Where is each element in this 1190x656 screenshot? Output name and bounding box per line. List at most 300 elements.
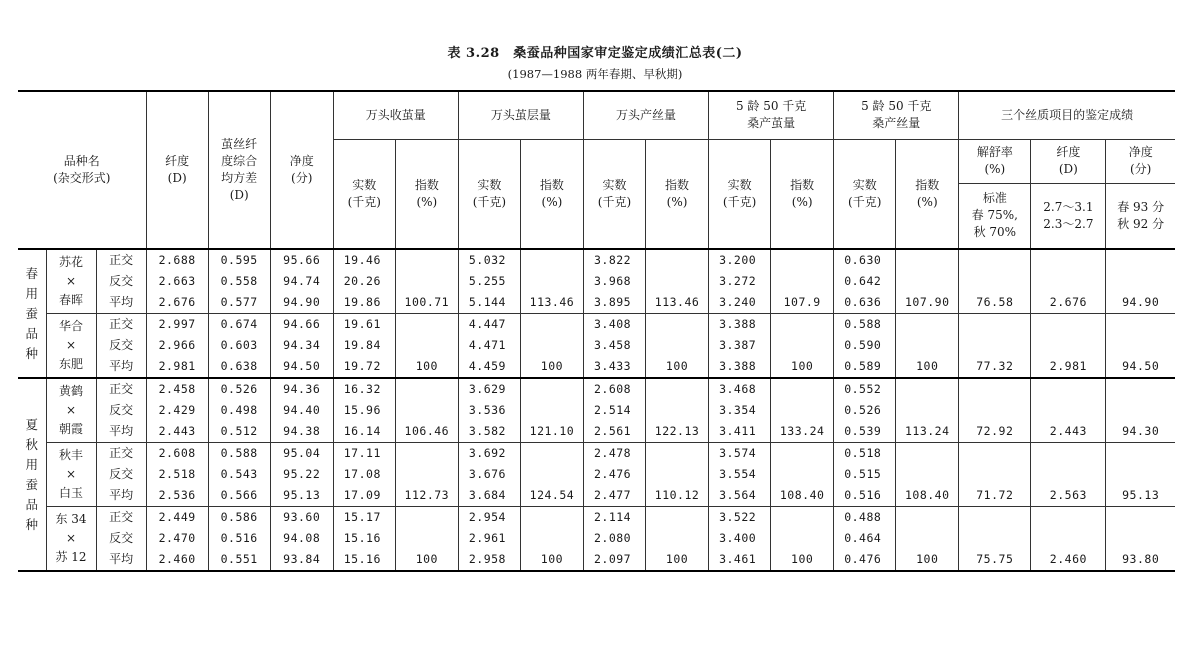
data-cell <box>1106 249 1175 271</box>
data-cell <box>959 528 1031 549</box>
data-cell <box>646 507 709 529</box>
data-cell: 2.966 <box>146 335 208 356</box>
data-cell: 0.488 <box>834 507 896 529</box>
data-cell: 2.688 <box>146 249 208 271</box>
cross-type: 平均 <box>96 549 146 571</box>
data-cell: 0.526 <box>208 378 270 400</box>
data-cell: 0.526 <box>834 400 896 421</box>
data-cell: 0.516 <box>208 528 270 549</box>
standard-neatness: 春 93 分 秋 92 分 <box>1106 183 1175 249</box>
header-index: 指数 (%) <box>395 139 458 249</box>
data-cell <box>646 335 709 356</box>
data-cell: 4.447 <box>458 314 520 336</box>
header-reel-rate: 解舒率 (%) <box>959 139 1031 183</box>
data-cell: 95.66 <box>270 249 333 271</box>
data-cell: 95.22 <box>270 464 333 485</box>
variety-name: 华合 × 东肥 <box>46 314 96 379</box>
data-cell: 0.558 <box>208 271 270 292</box>
data-cell: 110.12 <box>646 485 709 507</box>
data-cell: 16.32 <box>333 378 395 400</box>
data-cell <box>646 400 709 421</box>
data-cell: 16.14 <box>333 421 395 443</box>
table-row <box>18 292 1175 314</box>
data-cell: 71.72 <box>959 485 1031 507</box>
data-cell: 2.458 <box>146 378 208 400</box>
data-cell: 2.476 <box>583 464 645 485</box>
cross-type: 正交 <box>96 378 146 400</box>
data-cell <box>959 314 1031 336</box>
data-cell: 17.08 <box>333 464 395 485</box>
data-cell: 2.477 <box>583 485 645 507</box>
table-row <box>18 464 1175 485</box>
table-row <box>18 507 1175 529</box>
data-cell <box>395 314 458 336</box>
cross-type: 反交 <box>96 335 146 356</box>
header-actual: 实数 (千克) <box>834 139 896 249</box>
data-cell: 94.38 <box>270 421 333 443</box>
cross-type: 正交 <box>96 314 146 336</box>
data-cell: 0.589 <box>834 356 896 378</box>
data-cell <box>520 464 583 485</box>
data-cell <box>1106 528 1175 549</box>
variety-name: 黄鹤 × 朝霞 <box>46 378 96 443</box>
data-cell: 19.84 <box>333 335 395 356</box>
table-header <box>18 91 1175 249</box>
data-cell <box>520 443 583 465</box>
data-cell: 124.54 <box>520 485 583 507</box>
data-cell: 2.518 <box>146 464 208 485</box>
data-cell <box>771 400 834 421</box>
data-cell: 100.71 <box>395 292 458 314</box>
data-cell: 2.470 <box>146 528 208 549</box>
data-cell: 2.080 <box>583 528 645 549</box>
data-cell: 106.46 <box>395 421 458 443</box>
header-neatness: 净度 (分) <box>270 91 333 249</box>
data-cell: 93.80 <box>1106 549 1175 571</box>
data-cell: 94.08 <box>270 528 333 549</box>
data-cell: 2.608 <box>146 443 208 465</box>
data-cell: 112.73 <box>395 485 458 507</box>
data-cell <box>771 443 834 465</box>
data-cell: 3.354 <box>709 400 771 421</box>
data-cell: 20.26 <box>333 271 395 292</box>
data-cell <box>896 314 959 336</box>
data-cell: 94.90 <box>1106 292 1175 314</box>
data-cell: 0.588 <box>208 443 270 465</box>
data-cell <box>646 249 709 271</box>
data-cell: 100 <box>896 549 959 571</box>
data-cell: 94.90 <box>270 292 333 314</box>
data-cell: 3.408 <box>583 314 645 336</box>
appraisal-table <box>18 90 1175 572</box>
data-cell: 0.512 <box>208 421 270 443</box>
data-cell: 113.46 <box>646 292 709 314</box>
data-cell: 133.24 <box>771 421 834 443</box>
standard-fineness: 2.7～3.1 2.3～2.7 <box>1031 183 1106 249</box>
data-cell: 3.461 <box>709 549 771 571</box>
cross-type: 平均 <box>96 356 146 378</box>
cross-type: 反交 <box>96 528 146 549</box>
data-cell: 100 <box>395 549 458 571</box>
data-cell <box>771 249 834 271</box>
data-cell: 0.595 <box>208 249 270 271</box>
data-cell: 100 <box>395 356 458 378</box>
data-cell: 0.603 <box>208 335 270 356</box>
data-cell <box>896 335 959 356</box>
data-cell <box>646 443 709 465</box>
data-cell: 2.997 <box>146 314 208 336</box>
data-cell <box>1031 335 1106 356</box>
data-cell: 100 <box>520 549 583 571</box>
data-cell: 3.684 <box>458 485 520 507</box>
table-row <box>18 335 1175 356</box>
data-cell: 3.200 <box>709 249 771 271</box>
season-label: 夏 秋 用 蚕 品 种 <box>18 378 46 571</box>
data-cell: 2.478 <box>583 443 645 465</box>
data-cell: 2.981 <box>1031 356 1106 378</box>
header-group-cocoon-yield: 万头收茧量 <box>333 91 458 139</box>
data-cell <box>959 335 1031 356</box>
data-cell: 0.590 <box>834 335 896 356</box>
data-cell: 4.459 <box>458 356 520 378</box>
data-cell <box>395 464 458 485</box>
table-subtitle: (1987—1988 两年春期、早秋期) <box>507 67 683 81</box>
data-cell <box>395 443 458 465</box>
data-cell: 94.74 <box>270 271 333 292</box>
data-cell: 100 <box>520 356 583 378</box>
data-cell <box>646 528 709 549</box>
data-cell: 3.629 <box>458 378 520 400</box>
cross-type: 平均 <box>96 421 146 443</box>
data-cell: 2.676 <box>1031 292 1106 314</box>
variety-name: 秋丰 × 白玉 <box>46 443 96 507</box>
table-row <box>18 485 1175 507</box>
data-cell: 0.464 <box>834 528 896 549</box>
data-cell: 94.36 <box>270 378 333 400</box>
data-cell <box>1106 378 1175 400</box>
data-cell: 75.75 <box>959 549 1031 571</box>
data-cell <box>1106 464 1175 485</box>
data-cell <box>959 271 1031 292</box>
data-cell: 95.13 <box>270 485 333 507</box>
data-cell: 15.17 <box>333 507 395 529</box>
cross-type: 正交 <box>96 507 146 529</box>
header-index: 指数 (%) <box>771 139 834 249</box>
data-cell: 2.443 <box>1031 421 1106 443</box>
header-group-leaf-cocoon: 5 龄 50 千克 桑产茧量 <box>709 91 834 139</box>
data-cell: 2.449 <box>146 507 208 529</box>
cross-type: 正交 <box>96 249 146 271</box>
data-cell: 19.72 <box>333 356 395 378</box>
data-cell: 2.460 <box>146 549 208 571</box>
data-cell: 2.114 <box>583 507 645 529</box>
data-cell <box>395 271 458 292</box>
cross-type: 平均 <box>96 292 146 314</box>
data-cell <box>1031 464 1106 485</box>
data-cell: 94.50 <box>1106 356 1175 378</box>
data-cell <box>959 249 1031 271</box>
data-cell <box>1031 271 1106 292</box>
table-row <box>18 421 1175 443</box>
header-index: 指数 (%) <box>646 139 709 249</box>
data-cell: 3.895 <box>583 292 645 314</box>
table-title: 表 3.28 桑蚕品种国家审定鉴定成绩汇总表(二) <box>447 46 743 61</box>
data-cell: 19.61 <box>333 314 395 336</box>
data-cell <box>520 335 583 356</box>
data-cell: 95.13 <box>1106 485 1175 507</box>
data-cell <box>1031 378 1106 400</box>
data-cell: 2.981 <box>146 356 208 378</box>
variety-name: 苏花 × 春晖 <box>46 249 96 314</box>
data-cell <box>395 528 458 549</box>
data-cell <box>520 507 583 529</box>
header-actual: 实数 (千克) <box>583 139 645 249</box>
data-cell: 0.586 <box>208 507 270 529</box>
data-cell <box>395 249 458 271</box>
table-row <box>18 528 1175 549</box>
header-actual: 实数 (千克) <box>458 139 520 249</box>
data-cell: 0.630 <box>834 249 896 271</box>
data-cell: 113.46 <box>520 292 583 314</box>
data-cell: 3.692 <box>458 443 520 465</box>
data-cell <box>771 314 834 336</box>
data-cell: 108.40 <box>896 485 959 507</box>
data-cell <box>395 378 458 400</box>
data-cell: 0.588 <box>834 314 896 336</box>
data-cell: 19.86 <box>333 292 395 314</box>
data-cell <box>395 507 458 529</box>
header-actual: 实数 (千克) <box>333 139 395 249</box>
data-cell <box>896 400 959 421</box>
data-cell: 100 <box>896 356 959 378</box>
data-cell: 2.429 <box>146 400 208 421</box>
data-cell: 17.09 <box>333 485 395 507</box>
data-cell: 3.388 <box>709 314 771 336</box>
data-cell: 0.577 <box>208 292 270 314</box>
table-row <box>18 314 1175 336</box>
data-cell: 94.40 <box>270 400 333 421</box>
data-cell <box>520 378 583 400</box>
data-cell: 2.663 <box>146 271 208 292</box>
variety-name: 东 34 × 苏 12 <box>46 507 96 572</box>
table-row <box>18 400 1175 421</box>
data-cell <box>1106 314 1175 336</box>
data-cell: 107.9 <box>771 292 834 314</box>
data-cell <box>520 400 583 421</box>
data-cell <box>959 443 1031 465</box>
cross-type: 平均 <box>96 485 146 507</box>
data-cell: 3.968 <box>583 271 645 292</box>
table-row <box>18 356 1175 378</box>
data-cell: 94.50 <box>270 356 333 378</box>
header-variety: 品种名 (杂交形式) <box>18 91 146 249</box>
data-cell: 108.40 <box>771 485 834 507</box>
data-cell: 3.458 <box>583 335 645 356</box>
data-cell: 2.954 <box>458 507 520 529</box>
data-cell: 0.552 <box>834 378 896 400</box>
header-index: 指数 (%) <box>520 139 583 249</box>
data-cell <box>520 314 583 336</box>
data-cell <box>771 507 834 529</box>
data-cell: 100 <box>771 549 834 571</box>
data-cell: 3.564 <box>709 485 771 507</box>
data-cell: 15.96 <box>333 400 395 421</box>
data-cell: 19.46 <box>333 249 395 271</box>
season-label: 春 用 蚕 品 种 <box>18 249 46 378</box>
data-cell: 3.272 <box>709 271 771 292</box>
data-cell <box>771 335 834 356</box>
data-cell: 2.676 <box>146 292 208 314</box>
data-cell: 0.476 <box>834 549 896 571</box>
data-cell <box>896 443 959 465</box>
data-cell <box>771 464 834 485</box>
data-cell: 0.543 <box>208 464 270 485</box>
header-group-shell-yield: 万头茧层量 <box>458 91 583 139</box>
data-cell <box>959 378 1031 400</box>
data-cell <box>1106 335 1175 356</box>
data-cell <box>520 528 583 549</box>
data-cell: 2.536 <box>146 485 208 507</box>
header-index: 指数 (%) <box>896 139 959 249</box>
data-cell: 2.097 <box>583 549 645 571</box>
data-cell: 3.554 <box>709 464 771 485</box>
data-cell: 0.515 <box>834 464 896 485</box>
data-cell <box>1031 507 1106 529</box>
data-cell <box>896 271 959 292</box>
cross-type: 反交 <box>96 464 146 485</box>
table-row <box>18 549 1175 571</box>
data-cell: 94.30 <box>1106 421 1175 443</box>
data-cell <box>520 249 583 271</box>
table-row <box>18 378 1175 400</box>
data-cell: 3.582 <box>458 421 520 443</box>
data-cell: 3.522 <box>709 507 771 529</box>
data-cell <box>896 464 959 485</box>
data-cell: 0.642 <box>834 271 896 292</box>
data-cell <box>1031 249 1106 271</box>
data-cell <box>959 400 1031 421</box>
header-fineness: 纤度 (D) <box>146 91 208 249</box>
data-cell <box>1031 314 1106 336</box>
data-cell: 3.387 <box>709 335 771 356</box>
data-cell: 94.66 <box>270 314 333 336</box>
data-cell: 3.388 <box>709 356 771 378</box>
data-cell: 0.498 <box>208 400 270 421</box>
data-cell: 2.961 <box>458 528 520 549</box>
cross-type: 反交 <box>96 271 146 292</box>
data-cell <box>1106 507 1175 529</box>
data-cell <box>1106 443 1175 465</box>
data-cell: 2.460 <box>1031 549 1106 571</box>
data-cell: 2.563 <box>1031 485 1106 507</box>
data-cell: 5.144 <box>458 292 520 314</box>
data-cell: 3.411 <box>709 421 771 443</box>
header-cocoon-variance: 茧丝纤 度综合 均方差 (D) <box>208 91 270 249</box>
data-cell: 0.636 <box>834 292 896 314</box>
data-cell: 3.468 <box>709 378 771 400</box>
data-cell: 2.514 <box>583 400 645 421</box>
data-cell <box>771 271 834 292</box>
data-cell: 0.516 <box>834 485 896 507</box>
data-cell: 93.84 <box>270 549 333 571</box>
data-cell: 5.255 <box>458 271 520 292</box>
data-cell <box>646 314 709 336</box>
header-group-leaf-silk: 5 龄 50 千克 桑产丝量 <box>834 91 959 139</box>
data-cell: 0.551 <box>208 549 270 571</box>
data-cell: 100 <box>646 549 709 571</box>
cross-type: 反交 <box>96 400 146 421</box>
data-cell <box>896 528 959 549</box>
header-quality-neatness: 净度 (分) <box>1106 139 1175 183</box>
data-cell: 113.24 <box>896 421 959 443</box>
data-cell: 3.400 <box>709 528 771 549</box>
data-cell <box>959 464 1031 485</box>
data-cell: 2.561 <box>583 421 645 443</box>
data-cell: 100 <box>646 356 709 378</box>
data-cell: 72.92 <box>959 421 1031 443</box>
header-group-silk-quality: 三个丝质项目的鉴定成绩 <box>959 91 1175 139</box>
standard-reel-rate: 标准 春 75%, 秋 70% <box>959 183 1031 249</box>
data-cell <box>646 378 709 400</box>
data-cell <box>646 271 709 292</box>
data-cell: 4.471 <box>458 335 520 356</box>
data-cell: 0.566 <box>208 485 270 507</box>
table-body <box>18 249 1175 571</box>
data-cell: 15.16 <box>333 528 395 549</box>
data-cell: 100 <box>771 356 834 378</box>
data-cell <box>1106 400 1175 421</box>
data-cell: 94.34 <box>270 335 333 356</box>
data-cell: 93.60 <box>270 507 333 529</box>
data-cell <box>1031 443 1106 465</box>
data-cell: 107.90 <box>896 292 959 314</box>
table-row <box>18 443 1175 465</box>
data-cell: 17.11 <box>333 443 395 465</box>
data-cell <box>1106 271 1175 292</box>
data-cell: 76.58 <box>959 292 1031 314</box>
data-cell <box>1031 400 1106 421</box>
data-cell: 15.16 <box>333 549 395 571</box>
header-quality-fineness: 纤度 (D) <box>1031 139 1106 183</box>
data-cell <box>395 335 458 356</box>
data-cell: 122.13 <box>646 421 709 443</box>
data-cell: 77.32 <box>959 356 1031 378</box>
data-cell: 95.04 <box>270 443 333 465</box>
data-cell <box>646 464 709 485</box>
data-cell <box>771 378 834 400</box>
data-cell: 121.10 <box>520 421 583 443</box>
header-actual: 实数 (千克) <box>709 139 771 249</box>
data-cell: 3.822 <box>583 249 645 271</box>
data-cell <box>896 507 959 529</box>
data-cell: 2.958 <box>458 549 520 571</box>
data-cell <box>896 378 959 400</box>
data-cell: 3.433 <box>583 356 645 378</box>
data-cell <box>1031 528 1106 549</box>
data-cell: 0.539 <box>834 421 896 443</box>
data-cell <box>771 528 834 549</box>
data-cell: 0.518 <box>834 443 896 465</box>
table-row <box>18 249 1175 271</box>
data-cell <box>520 271 583 292</box>
data-cell: 2.608 <box>583 378 645 400</box>
data-cell: 0.674 <box>208 314 270 336</box>
data-cell: 5.032 <box>458 249 520 271</box>
table-row <box>18 271 1175 292</box>
data-cell <box>896 249 959 271</box>
cross-type: 正交 <box>96 443 146 465</box>
data-cell: 2.443 <box>146 421 208 443</box>
